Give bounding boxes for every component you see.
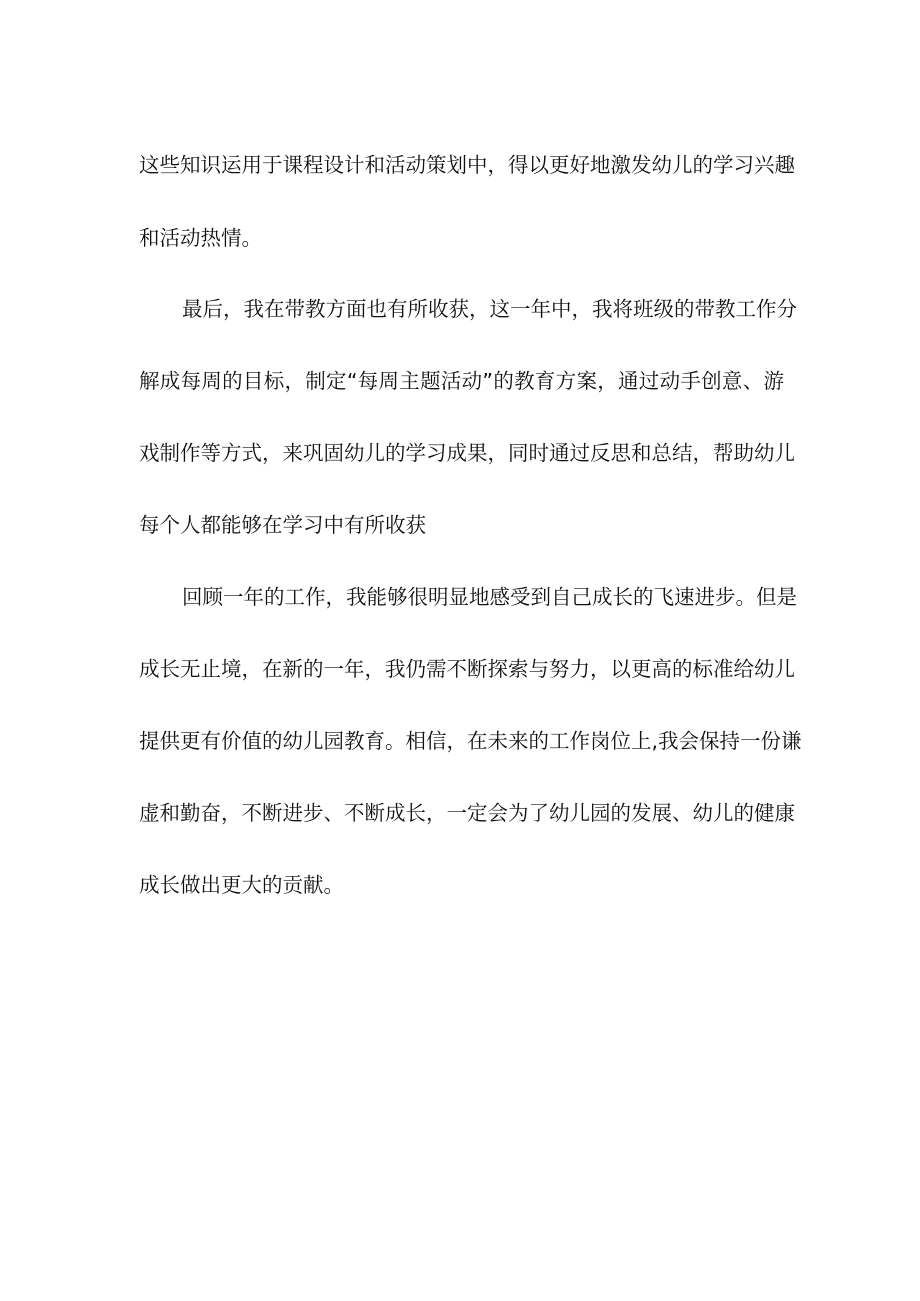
paragraph-line: 成长无止境，在新的一年，我仍需不断探索与努力，以更高的标准给幼儿 xyxy=(139,657,795,681)
paragraph-line: 最后，我在带教方面也有所收获，这一年中，我将班级的带教工作分 xyxy=(182,297,797,321)
paragraph-line: 回顾一年的工作，我能够很明显地感受到自己成长的飞速进步。但是 xyxy=(182,585,797,609)
paragraph-line: 每个人都能够在学习中有所收获 xyxy=(139,513,426,537)
paragraph-line: 成长做出更大的贡献。 xyxy=(139,873,344,897)
paragraph-line: 这些知识运用于课程设计和活动策划中，得以更好地激发幼儿的学习兴趣 xyxy=(139,153,795,177)
paragraph-line: 提供更有价值的幼儿园教育。相信，在未来的工作岗位上,我会保持一份谦 xyxy=(139,729,802,753)
paragraph-line: 虚和勤奋，不断进步、不断成长，一定会为了幼儿园的发展、幼儿的健康 xyxy=(139,801,795,825)
paragraph-line: 解成每周的目标，制定“每周主题活动”的教育方案，通过动手创意、游 xyxy=(139,369,784,393)
paragraph-line: 戏制作等方式，来巩固幼儿的学习成果，同时通过反思和总结，帮助幼儿 xyxy=(139,441,795,465)
paragraph-line: 和活动热情。 xyxy=(139,226,262,250)
